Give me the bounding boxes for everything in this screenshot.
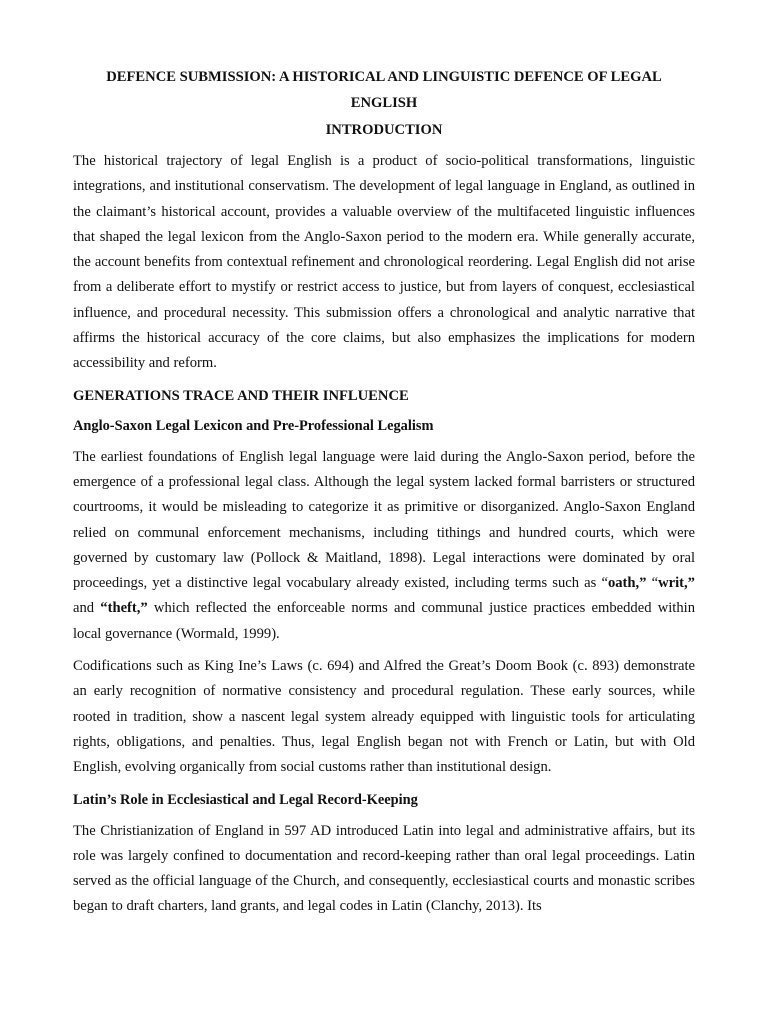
anglo-saxon-text-after-terms: which reflected the enforceable norms and communal justice practices embedded within local governance (Wormald, 1999). [73,600,695,642]
anglo-saxon-paragraph-2: Codifications such as King Ine’s Laws (c. 694) and Alfred the Great’s Doom Book (c. 893) demonstrate an early recognition of normative consistency and procedural regulation. These early sources, while rooted in tradition, show a nascent legal system already equipped with linguistic tools for articulating rights, obligations, and penalties. Thus, legal English began not with French or Latin, but with Old English, evolving organically from social customs rather than institutional design. [73,658,695,776]
introduction-heading: INTRODUCTION [325,122,443,138]
term-separator-1: “ [646,575,659,592]
anglo-saxon-text-before-terms: The earliest foundations of English legal language were laid during the Anglo-Saxon period, before the emergence of a professional legal class. Although the legal system lacked formal barristers or structured courtrooms, it would be misleading to categorize it as primitive or disorganized. Anglo-Saxon England relied on communal enforcement mechanisms, including tithings and hundred courts, which were governed by customary law (Pollock & Maitland, 1898). Legal interactions were dominated by oral proceedings, yet a distinctive legal vocabulary already existed, including terms such as “ [73,448,695,592]
term-separator-2: and [73,600,101,617]
anglo-saxon-paragraph-1 [73,445,695,647]
latin-paragraph: The Christianization of England in 597 AD introduced Latin into legal and administrative affairs, but its role was largely confined to documentation and record-keeping rather than oral legal proceedings. Latin served as the official language of the Church, and consequently, ecclesiastical courts and monastic scribes began to draft charters, land grants, and legal codes in Latin (Clanchy, 2013). Its [73,822,695,915]
document-body [73,65,695,927]
section-heading-generations: GENERATIONS TRACE AND THEIR INFLUENCE [73,387,409,404]
subheading-anglo-saxon: Anglo-Saxon Legal Lexicon and Pre-Professional Legalism [73,417,434,434]
term-oath: oath,” [607,575,647,592]
term-theft: “theft,” [100,600,148,617]
introduction-paragraph: The historical trajectory of legal English is a product of socio-political transformations, linguistic integrations, and institutional conservatism. The development of legal language in England, as outlined in the claimant’s historical account, provides a valuable overview of the multifaceted linguistic influences that shaped the legal lexicon from the Anglo-Saxon period to the modern era. While generally accurate, the account benefits from contextual refinement and chronological reordering. Legal English did not arise from a deliberate effort to mystify or restrict access to justice, but from layers of conquest, ecclesiastical influence, and procedural necessity. This submission offers a chronological and analytic narrative that affirms the historical accuracy of the core claims, but also emphasizes the implications for modern accessibility and reform. [73,153,695,372]
term-writ: writ,” [658,575,695,592]
subheading-latin: Latin’s Role in Ecclesiastical and Legal Record-Keeping [73,791,418,808]
document-title: DEFENCE SUBMISSION: A HISTORICAL AND LINGUISTIC DEFENCE OF LEGAL ENGLISH [106,69,662,111]
